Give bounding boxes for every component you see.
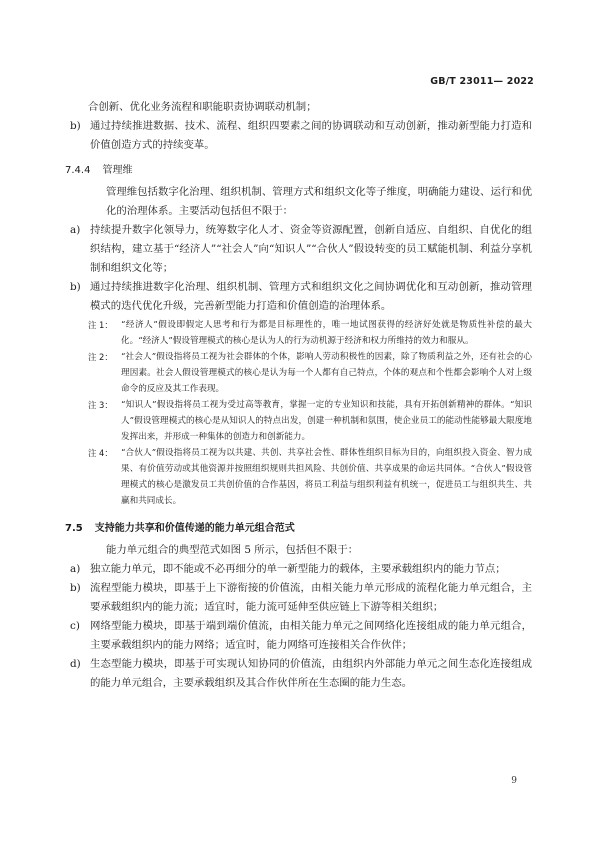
note-label: 注 2： <box>88 352 113 362</box>
section-title: 支持能力共享和价值传递的能力单元组合范式 <box>94 523 295 534</box>
list-item <box>70 560 532 579</box>
list-marker: d) <box>70 658 81 670</box>
list-item <box>70 655 532 693</box>
note-text: “知识人”假设指将员工视为受过高等教育，掌握一定的专业知识和技能，具有开拓创新精神的群体。“知识人”假设管理模式的核心是从知识人的特点出发，创建一种机制和氛围，使企业员工的能动性能够最大限度地发挥出来，并形成一种集体的创造力和创新能力。 <box>121 400 532 442</box>
section-title: 管理维 <box>102 165 133 176</box>
note <box>88 445 532 509</box>
list-text: 生态型能力模块，即基于可实现认知协同的价值流，由组织内外部能力单元之间生态化连接组成的能力单元组合，主要承载组织及其合作伙伴所在生态圈的能力生态。 <box>90 658 532 689</box>
note-label: 注 1： <box>88 320 113 330</box>
section-intro: 管理维包括数字化治理、组织机制、管理方式和组织文化等子维度，明确能力建设、运行和优化的治理体系。主要活动包括但不限于： <box>106 186 533 217</box>
section-heading-7-5 <box>65 519 532 538</box>
section-number: 7.4.4 <box>65 165 91 176</box>
note-text: “合伙人”假设指将员工视为以共建、共创、共享社会性、群体性组织目标为目的，向组织投入资金、智力成果、有价值劳动或其他资源并按照组织规则共担风险、共创价值、共享成果的命运共同体。“合伙人”假设管理模式的核心是激发员工共创价值的合作基因，将员工利益与组织利益有机统一，促进员工与组织共生、共赢和共同成长。 <box>121 448 532 506</box>
continuation-line: 合创新、优化业务流程和职能职责协调联动机制； <box>88 101 317 113</box>
note-text: “经济人”假设即假定人思考和行为都是目标理性的，唯一地试图获得的经济好处就是物质性补偿的最大化。“经济人”假设管理模式的核心是认为人的行为动机源于经济和权力所维持的效力和服从。 <box>121 320 532 346</box>
list-item <box>70 278 532 316</box>
page-number: 9 <box>511 776 517 786</box>
standard-id-header: GB/T 23011— 2022 <box>430 76 534 87</box>
list-text: 网络型能力模块，即基于端到端价值流，由相关能力单元之间网络化连接组成的能力单元组合，主要承载组织内的能力网络；适宜时，能力网络可连接相关合作伙伴； <box>90 620 532 651</box>
list-marker: a) <box>70 563 81 575</box>
list-text: 独立能力单元，即不能或不必再细分的单一新型能力的载体，主要承载组织内的能力节点； <box>90 563 506 575</box>
list-marker: b) <box>70 281 81 293</box>
list-text: 通过持续推进数字化治理、组织机制、管理方式和组织文化之间协调优化和互动创新，推动管理模式的迭代优化升级，完善新型能力打造和价值创造的治理体系。 <box>90 281 532 312</box>
list-marker: b) <box>70 120 81 132</box>
list-text: 流程型能力模块，即基于上下游衔接的价值流，由相关能力单元形成的流程化能力单元组合，主要承载组织内的能力流；适宜时，能力流可延伸至供应链上下游等相关组织； <box>90 582 532 613</box>
list-marker: b) <box>70 582 81 594</box>
list-marker: c) <box>70 620 80 632</box>
note-label: 注 3： <box>88 400 113 410</box>
section-number: 7.5 <box>65 523 83 534</box>
list-text: 通过持续推进数据、技术、流程、组织四要素之间的协调联动和互动创新，推动新型能力打造和价值创造方式的持续变革。 <box>90 120 532 151</box>
section-intro: 能力单元组合的典型范式如图 5 所示，包括但不限于： <box>106 544 359 556</box>
list-item <box>70 579 532 617</box>
note-label: 注 4： <box>88 448 113 458</box>
section-heading-7-4-4 <box>65 161 532 180</box>
page-content <box>65 98 533 693</box>
note <box>88 317 532 349</box>
note <box>88 349 532 397</box>
list-item <box>70 617 532 655</box>
list-text: 持续提升数字化领导力，统筹数字化人才、资金等资源配置，创新自适应、自组织、自优化的组织结构，建立基于“经济人”“社会人”向“知识人”“合伙人”假设转变的员工赋能机制、利益分享机制和组织文化等； <box>90 224 532 274</box>
list-marker: a) <box>70 224 81 236</box>
list-item <box>70 221 532 278</box>
list-item <box>70 117 532 155</box>
note-text: “社会人”假设指将员工视为社会群体的个体，影响人劳动积极性的因素，除了物质利益之外，还有社会的心理因素。社会人假设管理模式的核心是认为每一个人都有自己特点，个体的观点和个性都会影响个人对上级命令的反应及其工作表现。 <box>121 352 532 394</box>
note <box>88 397 532 445</box>
